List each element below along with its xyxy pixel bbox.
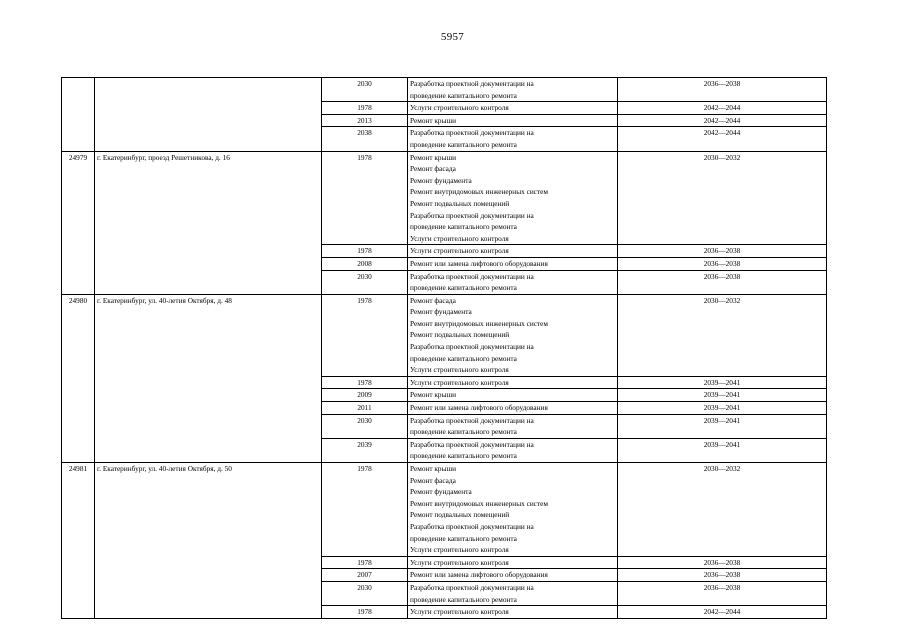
commission-year-cell: 1978 (322, 102, 408, 115)
work-type-cell: Ремонт крыши (408, 389, 618, 402)
planned-period-cell: 2030—2032 (618, 151, 827, 245)
commission-year-cell: 2030 (322, 581, 408, 605)
commission-year-cell: 2007 (322, 569, 408, 582)
planned-period-cell: 2039—2041 (618, 414, 827, 438)
planned-period-cell: 2039—2041 (618, 376, 827, 389)
commission-year-cell: 2009 (322, 389, 408, 402)
work-type-cell: Ремонт или замена лифтового оборудования (408, 402, 618, 415)
work-type-cell: Услуги строительного контроля (408, 606, 618, 619)
planned-period-cell: 2042—2044 (618, 606, 827, 619)
table-row (62, 78, 827, 102)
commission-year-cell: 1978 (322, 463, 408, 557)
work-type-cell: Разработка проектной документации на проведение капитального ремонта (408, 270, 618, 294)
work-type-cell: Ремонт крыши Ремонт фасада Ремонт фундамента Ремонт внутридомовых инженерных систем Ремонт подвальных помещений Разработка проектной документации на проведение капитального ремонта Услуги строительного контроля (408, 151, 618, 245)
commission-year-cell: 1978 (322, 376, 408, 389)
work-type-cell: Ремонт фасада Ремонт фундамента Ремонт внутридомовых инженерных систем Ремонт подвальных помещений Разработка проектной документации на проведение капитального ремонта Услуги строительного контроля (408, 294, 618, 376)
commission-year-cell: 2008 (322, 257, 408, 270)
work-type-cell: Услуги строительного контроля (408, 376, 618, 389)
commission-year-cell: 1978 (322, 245, 408, 258)
work-type-cell: Ремонт крыши Ремонт фасада Ремонт фундамента Ремонт внутридомовых инженерных систем Ремонт подвальных помещений Разработка проектной документации на проведение капитального ремонта Услуги строительного контроля (408, 463, 618, 557)
building-address-cell: г. Екатеринбург, ул. 40-летия Октября, д. 50 (95, 463, 322, 619)
planned-period-cell: 2042—2044 (618, 114, 827, 127)
work-type-cell: Разработка проектной документации на проведение капитального ремонта (408, 581, 618, 605)
planned-period-cell: 2036—2038 (618, 78, 827, 102)
commission-year-cell: 1978 (322, 294, 408, 376)
building-number-cell: 24980 (62, 294, 95, 462)
planned-period-cell: 2042—2044 (618, 102, 827, 115)
commission-year-cell: 1978 (322, 606, 408, 619)
planned-period-cell: 2039—2041 (618, 402, 827, 415)
work-type-cell: Разработка проектной документации на проведение капитального ремонта (408, 414, 618, 438)
page-number: 5957 (440, 31, 465, 43)
planned-period-cell: 2030—2032 (618, 463, 827, 557)
repair-schedule-table (61, 77, 827, 619)
commission-year-cell: 2030 (322, 78, 408, 102)
planned-period-cell: 2036—2038 (618, 245, 827, 258)
planned-period-cell: 2039—2041 (618, 438, 827, 462)
work-type-cell: Ремонт или замена лифтового оборудования (408, 569, 618, 582)
table-row (62, 151, 827, 245)
planned-period-cell: 2036—2038 (618, 257, 827, 270)
work-type-cell: Разработка проектной документации на проведение капитального ремонта (408, 438, 618, 462)
commission-year-cell: 2013 (322, 114, 408, 127)
work-type-cell: Услуги строительного контроля (408, 102, 618, 115)
building-address-cell (95, 78, 322, 152)
building-number-cell: 24981 (62, 463, 95, 619)
planned-period-cell: 2036—2038 (618, 581, 827, 605)
planned-period-cell: 2030—2032 (618, 294, 827, 376)
work-type-cell: Услуги строительного контроля (408, 556, 618, 569)
table-row (62, 294, 827, 376)
planned-period-cell: 2036—2038 (618, 270, 827, 294)
commission-year-cell: 2038 (322, 127, 408, 151)
work-type-cell: Ремонт или замена лифтового оборудования (408, 257, 618, 270)
work-type-cell: Услуги строительного контроля (408, 245, 618, 258)
work-type-cell: Разработка проектной документации на проведение капитального ремонта (408, 127, 618, 151)
planned-period-cell: 2042—2044 (618, 127, 827, 151)
building-number-cell (62, 78, 95, 152)
commission-year-cell: 2011 (322, 402, 408, 415)
work-type-cell: Разработка проектной документации на проведение капитального ремонта (408, 78, 618, 102)
work-type-cell: Ремонт крыши (408, 114, 618, 127)
commission-year-cell: 2030 (322, 270, 408, 294)
commission-year-cell: 1978 (322, 151, 408, 245)
commission-year-cell: 1978 (322, 556, 408, 569)
building-number-cell: 24979 (62, 151, 95, 294)
commission-year-cell: 2030 (322, 414, 408, 438)
planned-period-cell: 2039—2041 (618, 389, 827, 402)
planned-period-cell: 2036—2038 (618, 569, 827, 582)
building-address-cell: г. Екатеринбург, проезд Решетникова, д. 16 (95, 151, 322, 294)
commission-year-cell: 2039 (322, 438, 408, 462)
building-address-cell: г. Екатеринбург, ул. 40-летия Октября, д. 48 (95, 294, 322, 462)
planned-period-cell: 2036—2038 (618, 556, 827, 569)
table-row (62, 463, 827, 557)
